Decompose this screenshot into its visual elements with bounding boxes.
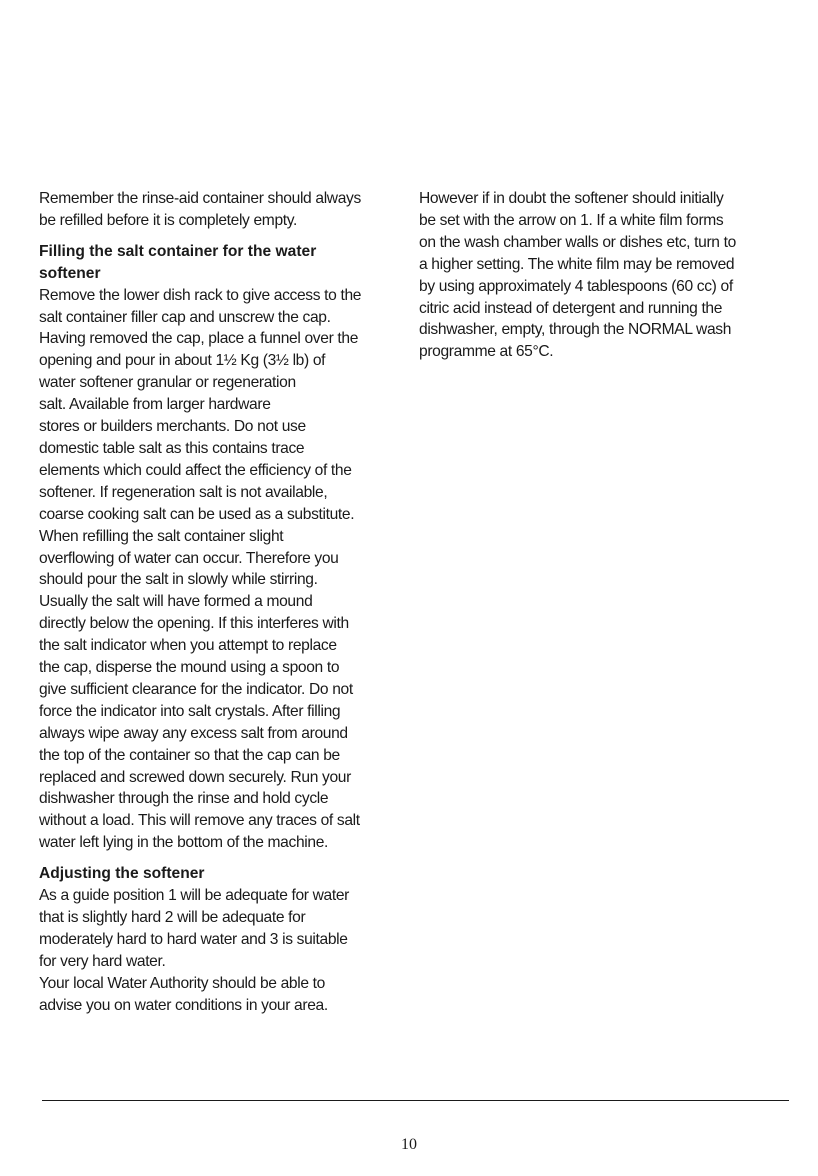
softener-setting-advice: However if in doubt the softener should initially be set with the arrow on 1. If a white film forms on the wash chamber walls or dishes etc, turn to a higher setting. The white film may be removed by using approximately 4 tablespoons (60 cc) of citric acid instead of detergent and running the dishwasher, empty, through the NORMAL wash programme at 65°C. bbox=[419, 190, 736, 361]
adjusting-softener-instructions: As a guide position 1 will be adequate for water that is slightly hard 2 will be adequate for moderately hard to hard water and 3 is suitable for very hard water. Your local Water Authority should be able to advise you on water conditions in your area. bbox=[39, 887, 350, 1014]
salt-container-heading: Filling the salt container for the water softener bbox=[39, 242, 317, 282]
footer-divider bbox=[42, 1100, 789, 1101]
adjusting-softener-heading: Adjusting the softener bbox=[39, 865, 205, 883]
rinse-aid-reminder: Remember the rinse-aid container should always be refilled before it is completely empty. bbox=[39, 190, 361, 229]
left-column bbox=[39, 188, 384, 1017]
right-column bbox=[419, 188, 764, 363]
salt-container-instructions: Remove the lower dish rack to give access to the salt container filler cap and unscrew the cap. Having removed the cap, place a funnel over the opening and pour in about 1½ Kg (3½ lb) of water softener granular or regeneration salt. Available from larger hardware stores or builders merchants. Do not use domestic table salt as this contains trace elements which could affect the efficiency of the softener. If regeneration salt is not available, coarse cooking salt can be used as a substitute. When refilling the salt container slight overflowing of water can occur. Therefore you should pour the salt in slowly while stirring. Usually the salt will have formed a mound directly below the opening. If this interferes with the salt indicator when you attempt to replace the cap, disperse the mound using a spoon to give sufficient clearance for the indicator. Do not force the indicator into salt crystals. After filling always wipe away any excess salt from around the top of the container so that the cap can be replaced and screwed down securely. Run your dishwasher through the rinse and hold cycle without a load. This will remove any traces of salt water left lying in the bottom of the machine. bbox=[39, 286, 362, 852]
page-number: 10 bbox=[401, 1136, 417, 1153]
